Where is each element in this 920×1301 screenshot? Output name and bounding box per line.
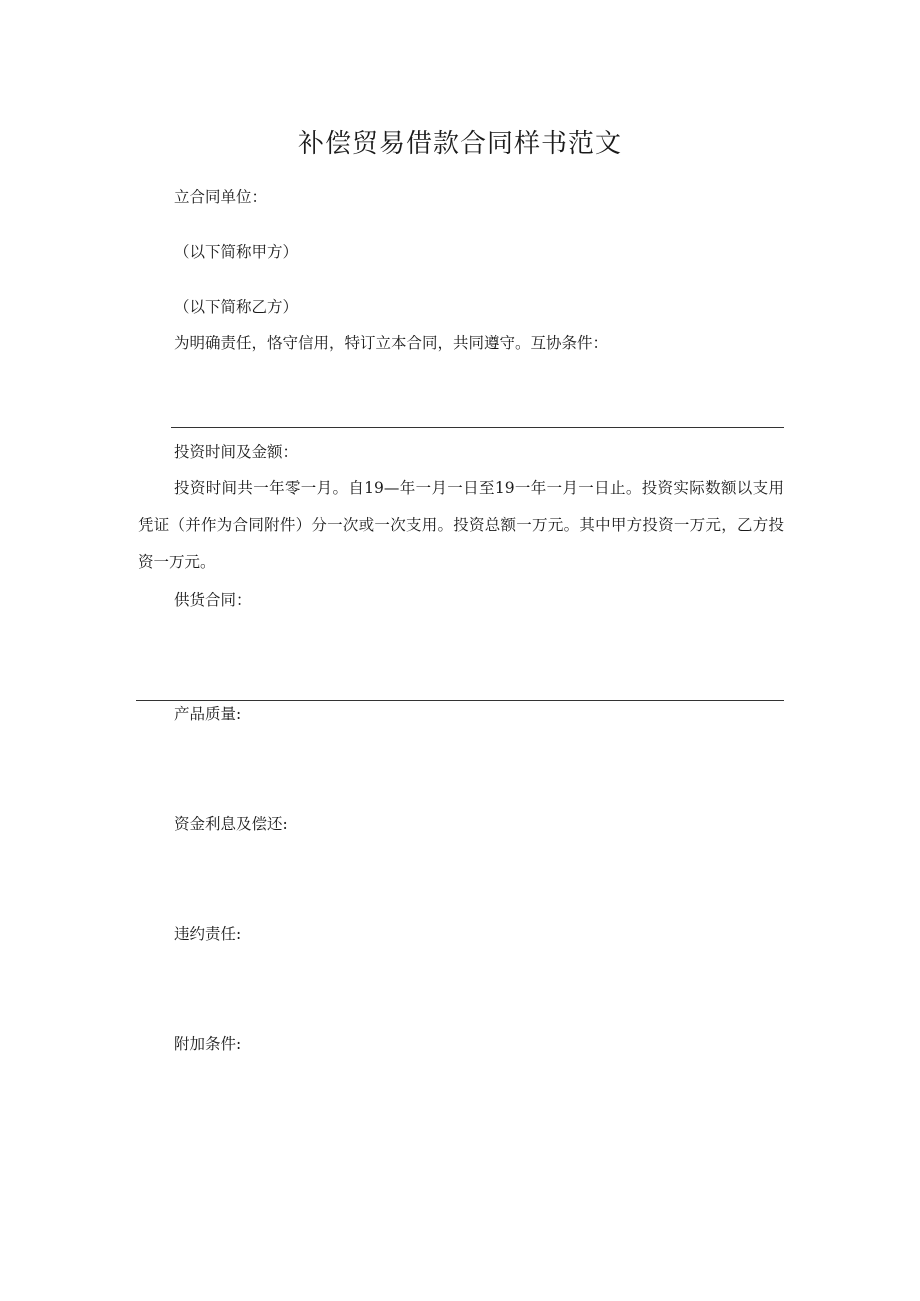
interest-heading: 资金利息及偿还:	[174, 815, 288, 833]
additional-heading: 附加条件:	[174, 1035, 242, 1053]
fill-in-line-supply	[136, 700, 784, 701]
quality-heading: 产品质量:	[174, 705, 242, 723]
party-a-note: （以下简称甲方）	[174, 243, 299, 261]
fill-in-line-conditions	[171, 427, 784, 428]
contract-parties-label: 立合同单位：	[174, 188, 268, 206]
investment-heading: 投资时间及金额：	[174, 443, 299, 461]
supply-heading: 供货合同：	[174, 591, 252, 609]
party-b-note: （以下简称乙方）	[174, 298, 299, 316]
investment-paragraph: 投资时间共一年零一月。自19—年一月一日至19一年一月一日止。投资实际数额以支用凭证（并作为合同附件）分一次或一次支用。投资总额一万元。其中甲方投资一万元，乙方投资一万元。	[138, 479, 784, 571]
document-title: 补偿贸易借款合同样书范文	[297, 129, 622, 159]
liability-heading: 违约责任:	[174, 925, 242, 943]
preamble-text: 为明确责任，恪守信用，特订立本合同，共同遵守。互协条件：	[174, 334, 609, 352]
